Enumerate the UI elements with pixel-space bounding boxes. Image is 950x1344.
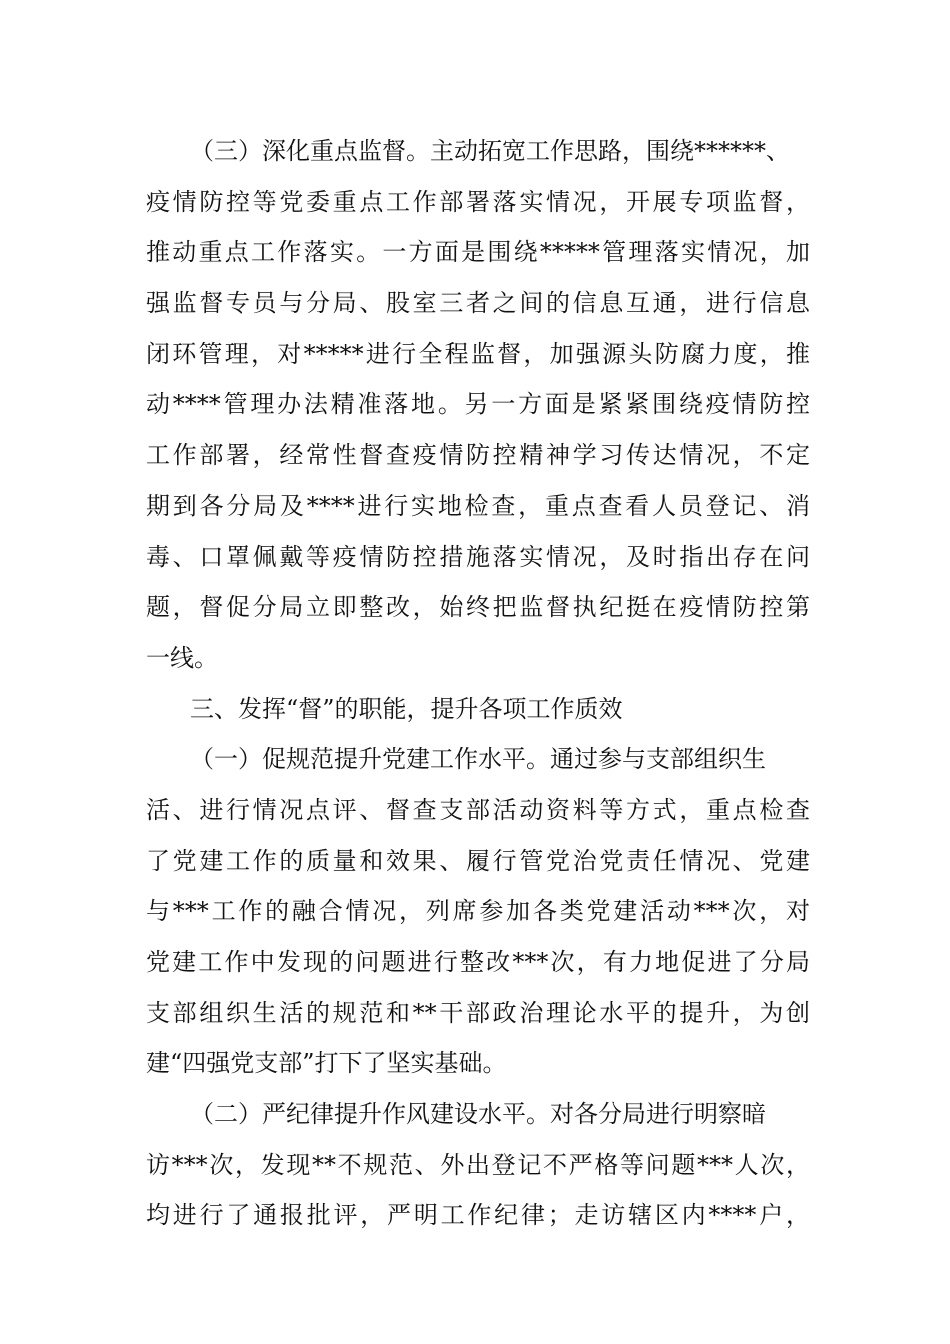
paragraph-2-line-2: 访***次，发现**不规范、外出登记不严格等问题***人次， [146,1150,810,1179]
paragraph-1-line-2: 活、进行情况点评、督查支部活动资料等方式，重点检查 [146,795,810,824]
paragraph-3-line-9: 毒、口罩佩戴等疫情防控措施落实情况，及时指出存在问 [146,542,810,571]
paragraph-3-line-1: （三）深化重点监督。主动拓宽工作思路，围绕******、 [190,137,790,165]
paragraph-3-line-11: 一线。 [146,643,218,672]
paragraph-1-line-4: 与***工作的融合情况，列席参加各类党建活动***次，对 [146,897,810,926]
paragraph-3-line-5: 闭环管理，对*****进行全程监督，加强源头防腐力度，推 [146,339,810,368]
body-text [146,126,810,1241]
paragraph-3-line-10: 题，督促分局立即整改，始终把监督执纪挺在疫情防控第 [146,593,810,622]
paragraph-2-line-3: 均进行了通报批评，严明工作纪律；走访辖区内****户， [146,1201,810,1230]
paragraph-1-line-6: 支部组织生活的规范和**干部政治理论水平的提升，为创 [146,998,810,1027]
paragraph-1-line-3: 了党建工作的质量和效果、履行管党治党责任情况、党建 [146,846,810,875]
paragraph-2-line-1: （二）严纪律提升作风建设水平。对各分局进行明察暗 [190,1100,766,1129]
paragraph-3-line-6: 动****管理办法精准落地。另一方面是紧紧围绕疫情防控 [146,390,810,419]
paragraph-1-line-5: 党建工作中发现的问题进行整改***次，有力地促进了分局 [146,948,810,976]
paragraph-3-line-3: 推动重点工作落实。一方面是围绕*****管理落实情况，加 [146,238,810,267]
paragraph-3-line-2: 疫情防控等党委重点工作部署落实情况，开展专项监督， [146,187,810,216]
paragraph-3-line-8: 期到各分局及****进行实地检查，重点查看人员登记、消 [146,491,810,520]
section-heading: 三、发挥“督”的职能，提升各项工作质效 [190,694,623,723]
paragraph-1-line-7: 建“四强党支部”打下了坚实基础。 [146,1049,507,1078]
paragraph-1-line-1: （一）促规范提升党建工作水平。通过参与支部组织生 [190,745,766,774]
paragraph-3-line-7: 工作部署，经常性督查疫情防控精神学习传达情况，不定 [146,441,810,470]
paragraph-3-line-4: 强监督专员与分局、股室三者之间的信息互通，进行信息 [146,289,810,318]
